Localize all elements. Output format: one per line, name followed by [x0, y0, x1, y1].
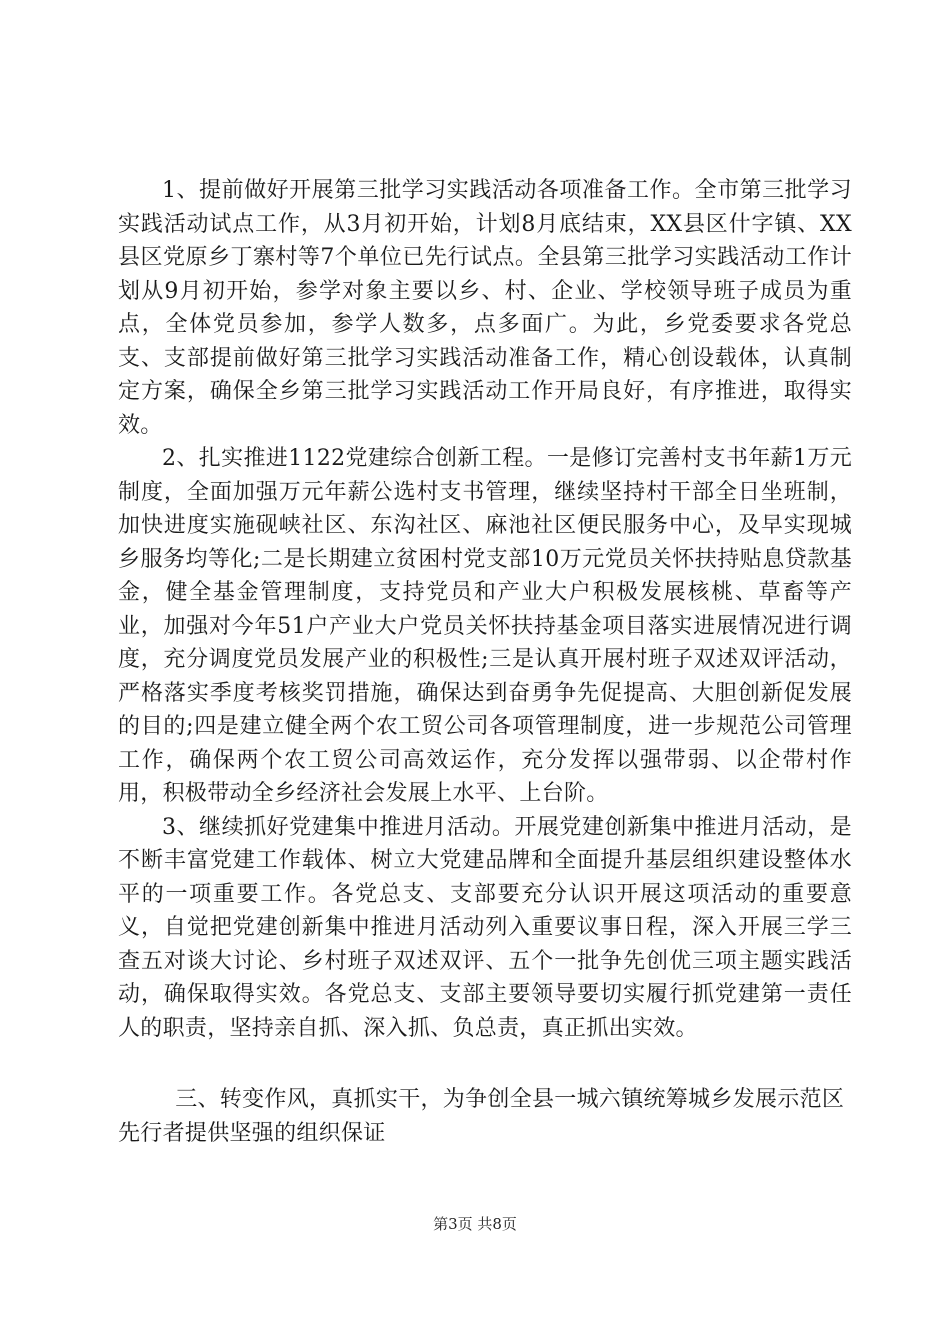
document-body	[118, 174, 852, 1150]
paragraph-promotion-month: 3、继续抓好党建集中推进月活动。开展党建创新集中推进月活动，是不断丰富党建工作载体、树立大党建品牌和全面提升基层组织建设整体水平的一项重要工作。各党总支、支部要充分认识开展这项活动的重要意义，自觉把党建创新集中推进月活动列入重要议事日程，深入开展三学三查五对谈大讨论、乡村班子双述双评、五个一批争先创优三项主题实践活动，确保取得实效。各党总支、支部主要领导要切实履行抓党建第一责任人的职责，坚持亲自抓、深入抓、负总责，真正抓出实效。	[118, 814, 852, 1041]
paragraph-innovation-project: 2、扎实推进1122党建综合创新工程。一是修订完善村支书年薪1万元制度，全面加强万元年薪公选村支书管理，继续坚持村干部全日坐班制，加快进度实施砚峡社区、东沟社区、麻池社区便民服务中心，及早实现城乡服务均等化;二是长期建立贫困村党支部10万元党员关怀扶持贴息贷款基金，健全基金管理制度，支持党员和产业大户积极发展核桃、草畜等产业，加强对今年51户产业大户党员关怀扶持基金项目落实进展情况进行调度，充分调度党员发展产业的积极性;三是认真开展村班子双述双评活动，严格落实季度考核奖罚措施，确保达到奋勇争先促提高、大胆创新促发展的目的;四是建立健全两个农工贸公司各项管理制度，进一步规范公司管理工作，确保两个农工贸公司高效运作，充分发挥以强带弱、以企带村作用，积极带动全乡经济社会发展上水平、上台阶。	[118, 446, 852, 806]
paragraph-preparation: 1、提前做好开展第三批学习实践活动各项准备工作。全市第三批学习实践活动试点工作，从3月初开始，计划8月底结束，XX县区什字镇、XX县区党原乡丁寨村等7个单位已先行试点。全县第三批学习实践活动工作计划从9月初开始，参学对象主要以乡、村、企业、学校领导班子成员为重点，全体党员参加，参学人数多，点多面广。为此，乡党委要求各党总支、支部提前做好第三批学习实践活动准备工作，精心创设载体，认真制定方案，确保全乡第三批学习实践活动工作开局良好，有序推进，取得实效。	[118, 178, 852, 438]
page-footer: 第3页 共8页	[433, 1215, 517, 1233]
section-heading: 三、转变作风，真抓实干，为争创全县一城六镇统筹城乡发展示范区先行者提供坚强的组织保证	[118, 1087, 845, 1146]
